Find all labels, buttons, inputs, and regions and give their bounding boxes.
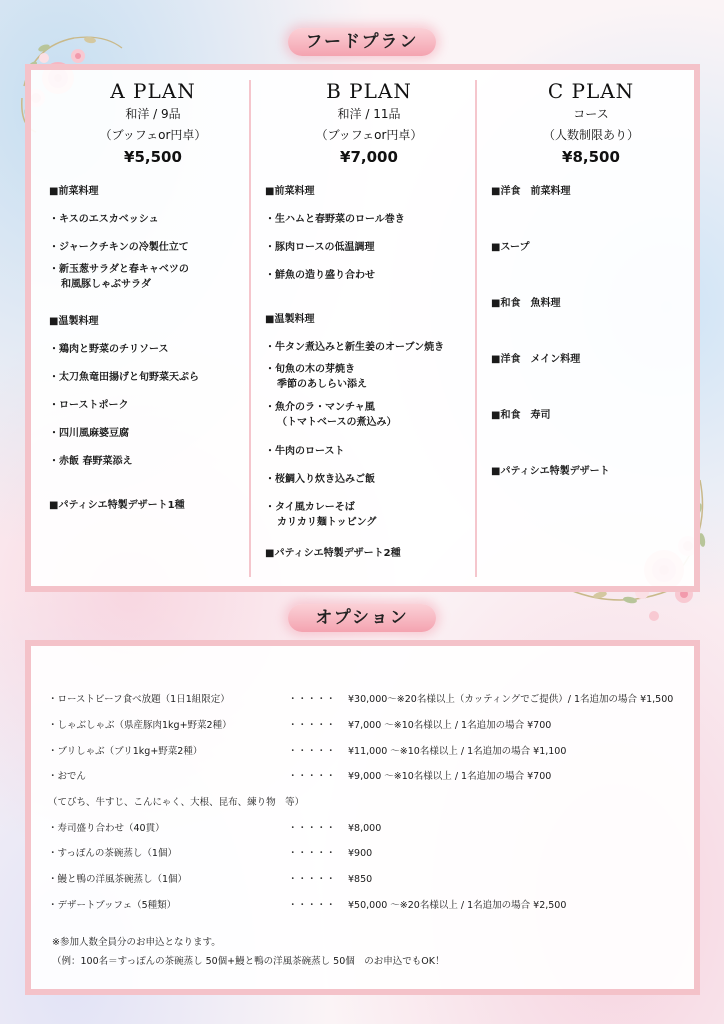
option-note: （てびち、牛すじ、こんにゃく、大根、昆布、練り物 等）: [48, 797, 305, 808]
menu-item: ■パティシエ特製デザート: [491, 466, 610, 477]
plan-c-price: ¥8,500: [562, 148, 620, 166]
menu-item: ・桜鯛入り炊き込みご飯: [265, 474, 375, 485]
option-dots: ・・・・・: [288, 874, 336, 885]
plan-b-subtitle: 和洋 / 11品: [337, 107, 401, 121]
option-price: ¥50,000 ～※20名様以上 / 1名追加の場合 ¥2,500: [348, 900, 567, 911]
menu-item: ・太刀魚竜田揚げと旬野菜天ぷら: [49, 372, 199, 383]
menu-item: ■前菜料理: [49, 186, 99, 197]
menu-item: （トマトベースの煮込み）: [277, 417, 397, 428]
plan-a-style: （ブッフェor円卓）: [99, 128, 207, 142]
option-price: ¥30,000～※20名様以上（カッティングでご提供）/ 1名追加の場合 ¥1,500: [348, 694, 674, 705]
option-name: ・鰻と鴨の洋風茶碗蒸し（1個）: [48, 874, 188, 885]
menu-item: ・牛タン煮込みと新生姜のオーブン焼き: [265, 342, 445, 353]
option-name: ・しゃぶしゃぶ（県産豚肉1kg+野菜2種）: [48, 720, 232, 731]
menu-item: ・タイ風カレーそば: [265, 502, 355, 513]
plan-b-style: （ブッフェor円卓）: [315, 128, 423, 142]
plan-c-style: （人数制限あり）: [542, 128, 639, 142]
option-price: ¥11,000 ～※10名様以上 / 1名追加の場合 ¥1,100: [348, 746, 567, 757]
plan-c-column: [491, 78, 691, 477]
option-dots: ・・・・・: [288, 720, 336, 731]
menu-item: ■前菜料理: [265, 186, 315, 197]
plan-c-subtitle: コース: [573, 107, 609, 121]
option-dots: ・・・・・: [288, 771, 336, 782]
menu-item: ・新玉葱サラダと春キャベツの: [49, 264, 189, 275]
option-name: ・ローストビーフ食べ放題（1日1組限定）: [48, 694, 230, 705]
plan-b-column: [265, 78, 469, 559]
menu-item: ■洋食 前菜料理: [491, 186, 571, 197]
menu-item: ■パティシエ特製デザート1種: [49, 500, 185, 511]
menu-item: ■温製料理: [49, 316, 99, 327]
plan-b-title: B PLAN: [326, 79, 412, 103]
menu-item: ・ローストポーク: [49, 400, 129, 411]
menu-item: ・鮮魚の造り盛り合わせ: [265, 270, 375, 281]
option-price: ¥8,000: [348, 823, 382, 834]
plan-a-title: A PLAN: [110, 79, 196, 103]
option-price: ¥9,000 ～※10名様以上 / 1名追加の場合 ¥700: [348, 771, 552, 782]
menu-item: ・豚肉ロースの低温調理: [265, 242, 375, 253]
option-dots: ・・・・・: [288, 900, 336, 911]
options-title: オプション: [288, 604, 436, 632]
menu-item: ■スープ: [491, 242, 530, 253]
menu-item: ・魚介のラ・マンチャ風: [265, 402, 375, 413]
option-name: ・すっぽんの茶碗蒸し（1個）: [48, 848, 177, 859]
plan-c-title: C PLAN: [547, 79, 635, 103]
menu-item: ・キスのエスカベッシュ: [49, 214, 159, 225]
menu-item: ■パティシエ特製デザート2種: [265, 548, 401, 559]
option-name: ・ブリしゃぶ（ブリ1kg+野菜2種）: [48, 746, 203, 757]
menu-item: ・生ハムと春野菜のロール巻き: [265, 214, 405, 225]
menu-item: ■温製料理: [265, 314, 315, 325]
option-price: ¥900: [348, 848, 373, 859]
menu-item: ・ジャークチキンの冷製仕立て: [49, 242, 189, 253]
menu-item: ■和食 寿司: [491, 410, 551, 421]
option-price: ¥7,000 ～※10名様以上 / 1名追加の場合 ¥700: [348, 720, 552, 731]
menu-item: 季節のあしらい添え: [277, 379, 367, 390]
option-dots: ・・・・・: [288, 746, 336, 757]
option-price: ¥850: [348, 874, 373, 885]
plan-b-price: ¥7,000: [340, 148, 398, 166]
plan-a-subtitle: 和洋 / 9品: [125, 107, 181, 121]
menu-item: ■洋食 メイン料理: [491, 354, 581, 365]
menu-item: カリカリ麺トッピング: [277, 517, 377, 528]
menu-item: ・鶏肉と野菜のチリソース: [49, 344, 169, 355]
options-footnote: ※参加人数全員分のお申込となります。: [52, 937, 221, 948]
menu-item: ・赤飯 春野菜添え: [49, 456, 133, 467]
plan-a-price: ¥5,500: [124, 148, 182, 166]
option-dots: ・・・・・: [288, 694, 336, 705]
menu-item: ・旬魚の木の芽焼き: [265, 364, 355, 375]
option-name: ・デザートブッフェ（5種類）: [48, 900, 177, 911]
option-name: ・おでん: [48, 771, 86, 782]
option-dots: ・・・・・: [288, 823, 336, 834]
menu-item: ・牛肉のロースト: [265, 446, 345, 457]
option-name: ・寿司盛り合わせ（40貫）: [48, 823, 165, 834]
menu-item: 和風豚しゃぶサラダ: [61, 279, 151, 290]
plan-a-column: [49, 78, 253, 511]
menu-item: ■和食 魚料理: [491, 298, 561, 309]
food-plan-title: フードプラン: [288, 28, 436, 56]
menu-item: ・四川風麻婆豆腐: [49, 428, 129, 439]
options-example: （例：100名＝すっぽんの茶碗蒸し 50個+鰻と鴨の洋風茶碗蒸し 50個 のお申込でもOK！: [52, 956, 445, 967]
food-plan-panel: [25, 64, 700, 592]
option-dots: ・・・・・: [288, 848, 336, 859]
